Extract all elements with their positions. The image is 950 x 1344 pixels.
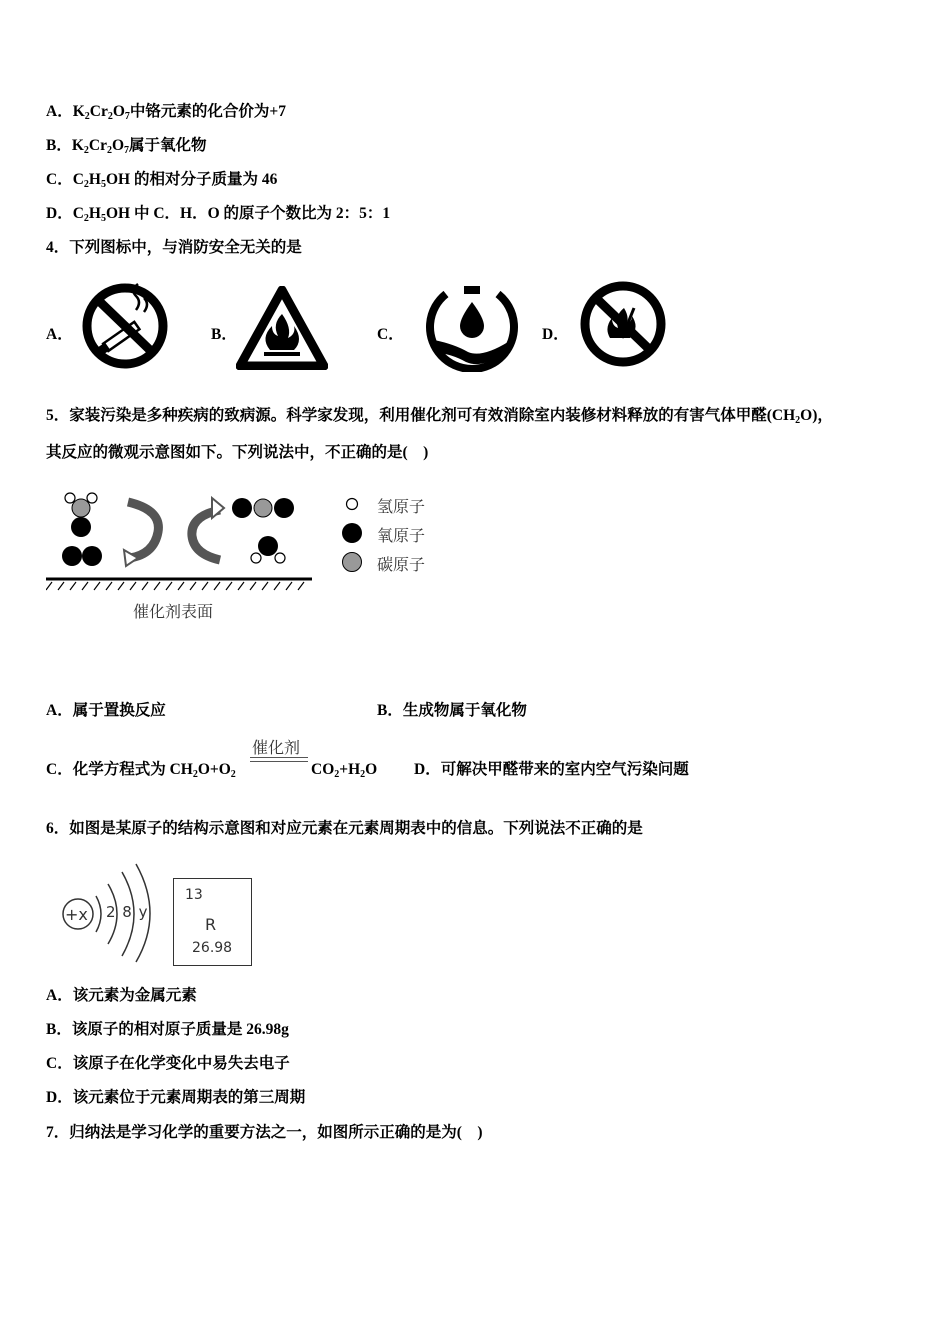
q3-option-a: A．$K_2Cr_2O_7$中铬元素的化合价为+7	[46, 103, 286, 122]
element-atomic-mass: 26.98	[192, 940, 233, 956]
no-smoking-icon	[78, 280, 172, 372]
catalyst-condition-label: 催化剂	[252, 738, 301, 757]
atom-nucleus-charge: +x	[65, 905, 88, 924]
q4-stem: 4．下列图标中，与消防安全无关的是	[46, 239, 302, 256]
q6-stem: 6．如图是某原子的结构示意图和对应元素在元素周期表中的信息。下列说法不正确的是	[46, 820, 643, 837]
legend-carbon-label: 碳原子	[377, 555, 426, 574]
q4-option-b-label: B．	[211, 326, 237, 343]
q6-option-d: D．该元素位于元素周期表的第三周期	[46, 1089, 306, 1106]
q5-option-c: C．化学方程式为 $CH_2O+O_2$	[46, 761, 236, 780]
catalyst-surface-label: 催化剂表面	[133, 602, 214, 621]
q4-option-c-label: C．	[377, 326, 404, 343]
legend-hydrogen-icon	[344, 496, 360, 512]
no-fire-icon	[576, 278, 670, 370]
q5-option-c-products: $CO_2+H_2O$	[311, 761, 378, 780]
q6-option-b: B．该原子的相对原子质量是 26.98g	[46, 1021, 289, 1038]
legend-oxygen-icon	[341, 522, 363, 544]
q4-option-a-label: A．	[46, 326, 73, 343]
q7-stem: 7．归纳法是学习化学的重要方法之一，如图所示正确的是为( )	[46, 1124, 483, 1141]
q3-option-c: C．$C_2H_5OH$ 的相对分子质量为 46	[46, 171, 278, 190]
q6-option-c: C．该原子在化学变化中易失去电子	[46, 1055, 290, 1072]
q3-option-d: D．$C_2H_5OH$ 中 C．H．O 的原子个数比为 2：5：1	[46, 205, 391, 224]
catalyst-surface-hatching	[46, 580, 312, 592]
element-symbol: R	[205, 915, 217, 934]
periodic-table-cell	[173, 878, 252, 966]
equation-double-line	[250, 757, 308, 762]
q5-option-d: D．可解决甲醛带来的室内空气污染问题	[414, 761, 689, 778]
legend-hydrogen-label: 氢原子	[377, 497, 426, 516]
q3-option-a-label: A．	[46, 103, 73, 120]
q4-option-d-label: D．	[542, 326, 569, 343]
q5-stem-line2: 其反应的微观示意图如下。下列说法中，不正确的是( )	[46, 444, 429, 461]
flammable-warning-icon	[236, 286, 328, 370]
q3-option-b-label: B．	[46, 137, 72, 154]
water-saving-icon	[424, 280, 520, 372]
element-atomic-number: 13	[185, 887, 203, 903]
legend-oxygen-label: 氧原子	[377, 526, 426, 545]
q6-option-a: A．该元素为金属元素	[46, 987, 197, 1004]
q5-stem-line1: 5．家装污染是多种疾病的致病源。科学家发现，利用催化剂可有效消除室内装修材料释放的有害气体甲醛$(CH_2O)$，	[46, 407, 833, 426]
atom-electron-shells: 2 8 y	[106, 903, 148, 921]
q5-option-b: B．生成物属于氧化物	[377, 702, 527, 719]
reaction-diagram	[44, 486, 314, 586]
legend-carbon-icon	[341, 551, 363, 573]
q5-option-a: A．属于置换反应	[46, 702, 166, 719]
q3-option-b: B．$K_2Cr_2O_7$属于氧化物	[46, 137, 207, 156]
